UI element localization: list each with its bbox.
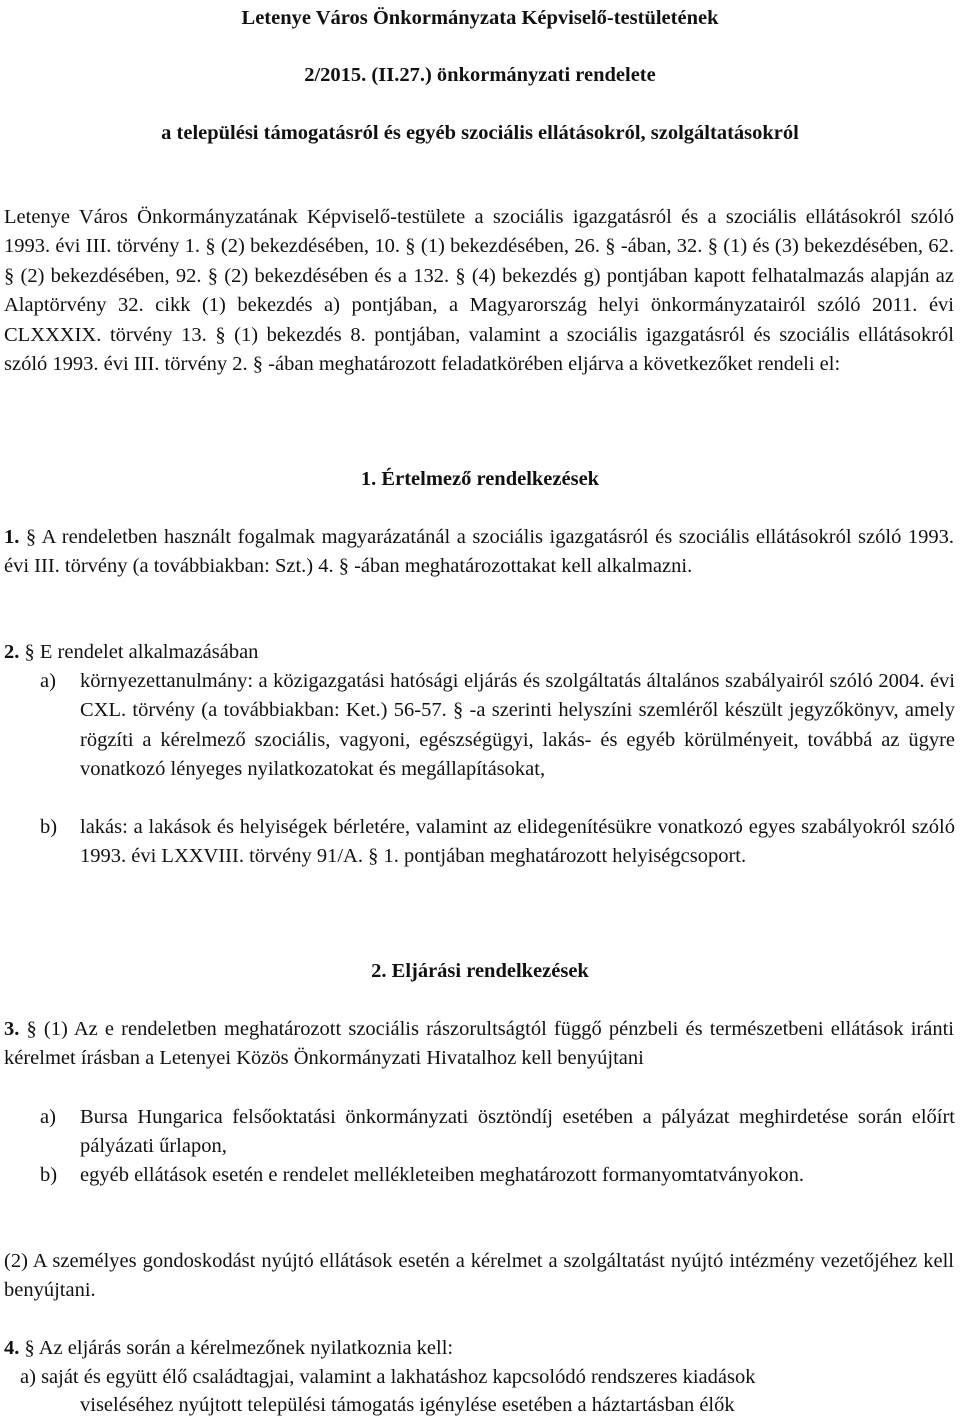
paragraph-2-text: § E rendelet alkalmazásában [24,641,259,663]
section-2-heading: 2. Eljárási rendelkezések [371,960,589,982]
paragraph-4-item-a-line-1 [20,1363,755,1391]
definition-item-b [40,813,955,872]
paragraph-3 [4,1015,954,1074]
paragraph-3-item-a [40,1103,955,1162]
paragraph-2-number: 2. [4,641,20,663]
item-label: a) [40,670,56,692]
paragraph-3-subsection-2: (2) A személyes gondoskodást nyújtó ellátások esetén a kérelmet a szolgáltatást nyújtó intézmény vezetőjéhez kell benyújtani. [4,1250,954,1302]
item-text: környezettanulmány: a közigazgatási hatósági eljárás és szolgáltatás általános szabályairól szóló 2004. évi CXL. törvény (a továbbiakban: Ket.) 56-57. § -a szerinti helyszíni szemléről készült jegyzőkönyv, amely rögzíti a kérelmező szociális, vagyoni, egészségügyi, lakás- és egyéb körülményeit, továbbá az ügyre vonatkozó lényeges nyilatkozatokat és megállapításokat, [80,670,955,781]
item-label: b) [40,816,58,838]
item-text: Bursa Hungarica felsőoktatási önkormányzati ösztöndíj esetében a pályázat meghirdetése során előírt pályázati űrlapon, [80,1106,955,1158]
paragraph-1 [4,523,954,582]
section-1-heading: 1. Értelmező rendelkezések [360,468,600,490]
item-text: lakás: a lakások és helyiségek bérletére, valamint az elidegenítésükre vonatkozó egyes szabályokról szóló 1993. évi LXXVIII. törvény 91/A. § 1. pontjában meghatározott helyiségcsoport. [80,816,955,868]
paragraph-4-number: 4. [4,1337,20,1359]
item-label: b) [40,1164,58,1186]
preamble-paragraph: Letenye Város Önkormányzatának Képviselő-testülete a szociális igazgatásról és a szociális ellátásokról szóló 1993. évi III. törvény 1. § (2) bekezdésében, 10. § (1) bekezdésében, 26. § -ában, 32. § (1) és (3) bekezdésében, 62. § (2) bekezdésében, 92. § (2) bekezdésében és a 132. § (4) bekezdés g) pontjában kapott felhatalmazás alapján az Alaptörvény 32. cikk (1) bekezdés a) pontjában, a Magyarország helyi önkormányzatairól szóló 2011. évi CLXXXIX. törvény 13. § (1) bekezdés 8. pontjában, valamint a szociális igazgatásról és szociális ellátásokról szóló 1993. évi III. törvény 2. § -ában meghatározott feladatkörében eljárva a következőket rendeli el: [4,206,954,376]
paragraph-4-text: § Az eljárás során a kérelmezőnek nyilatkoznia kell: [24,1337,454,1359]
paragraph-4 [4,1334,453,1362]
paragraph-2 [4,638,258,666]
document-title-line-1: Letenye Város Önkormányzata Képviselő-testületének [241,7,719,29]
item-label: a) [40,1106,56,1128]
paragraph-3-text: § (1) Az e rendeletben meghatározott szociális rászorultságtól függő pénzbeli és természetbeni ellátások iránti kérelmet írásban a Letenyei Közös Önkormányzati Hivatalhoz kell benyújtani [4,1018,954,1070]
item-label: a) [20,1366,36,1388]
item-text: saját és együtt élő családtagjai, valamint a lakhatáshoz kapcsolódó rendszeres kiadások [41,1366,756,1388]
paragraph-4-item-a-line-2: viseléséhez nyújtott települési támogatás igénylése esetében a háztartásban élők [80,1394,735,1416]
paragraph-3-number: 3. [4,1018,20,1040]
paragraph-1-text: § A rendeletben használt fogalmak magyarázatánál a szociális igazgatásról és szociális ellátásokról szóló 1993. évi III. törvény (a továbbiakban: Szt.) 4. § -ában meghatározottakat kell alkalmazni. [4,526,955,578]
document-title-line-3: a települési támogatásról és egyéb szociális ellátásokról, szolgáltatásokról [161,122,799,144]
paragraph-1-number: 1. [4,526,20,548]
definition-item-a [40,667,955,785]
item-text: egyéb ellátások esetén e rendelet mellékleteiben meghatározott formanyomtatványokon. [80,1164,805,1186]
paragraph-3-item-b [40,1161,955,1190]
document-title-line-2: 2/2015. (II.27.) önkormányzati rendelete [304,64,656,86]
